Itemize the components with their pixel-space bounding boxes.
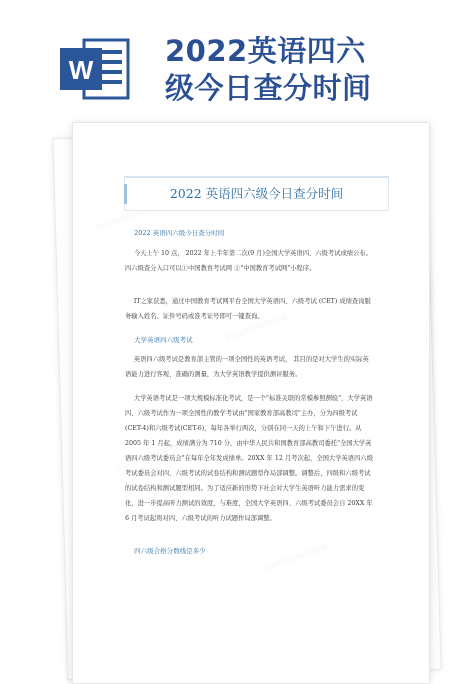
header-banner	[0, 0, 474, 118]
page-title	[165, 33, 465, 107]
paragraph-1: 今天上午 10 点， 2022 年上半年第二次(9 月)全国大学英语四、六级考试成绩公布。 四六级查分入口可以①中国教育考试网 ②"中国教育考试网"小程序。	[125, 250, 372, 272]
word-document-icon	[58, 36, 130, 102]
document-title-box	[124, 176, 389, 211]
paragraph-2: IT之家获悉，通过中国教育考试网平台全国大学英语四、六级考试 (CET) 成绩查询服务输入姓名、证件号码或准考证号即可一键查询。	[125, 298, 371, 320]
paragraph-4: 大学英语考试是一项大规模标准化考试，是一个"标准关联的常模参照测验"，大学英语四、六级考试作为一项全国性的教学考试由"国家教育部高教司"主办，分为四级考试(CET-4)和六级考试(CET-6)，每年各举行两次，分别在同一天的上午和下午进行。从 2005 年 1 月起，成绩满分为 710 分，由中华人民共和国教育部高教司委托"全国大学英语四六级考试委员会"在每年全年发成绩单。20XX 年 12 月考次起，全国大学英语四六级考试委员会对四、六级考试的试卷结构和测试题型作局部调整。调整后，四级和六级考试的试卷结构和测试题型相同。为了适应新的形势下社会对大学生英语听力能力需求的变化，进一步提高听力测试的效度，与难度，全国大学英语四、六级考试委员会自 20XX 年 6 月考试起将对四、六级考试的听力试题作局部调整。	[125, 395, 373, 522]
section-heading-2: 大学英语四六级考试	[134, 336, 193, 344]
section-heading-1: 2022 英语四六级今日查分时间	[134, 229, 225, 237]
title-line-2: 级今日查分时间	[165, 71, 372, 105]
logo-letter: W	[68, 55, 94, 85]
document-page	[72, 122, 430, 684]
document-title: 2022 英语四六级今日查分时间	[169, 186, 344, 201]
paragraph-3: 英语四六级考试是教育部主管的一项全国性的英语考试， 其目的是对大学生的实际英语能力进行客观、准确的测量，为大学英语教学提供测评服务。	[125, 356, 369, 378]
title-line-1: 2022英语四六	[165, 34, 366, 68]
section-heading-3: 四六级合格分数线是多少	[134, 547, 206, 555]
